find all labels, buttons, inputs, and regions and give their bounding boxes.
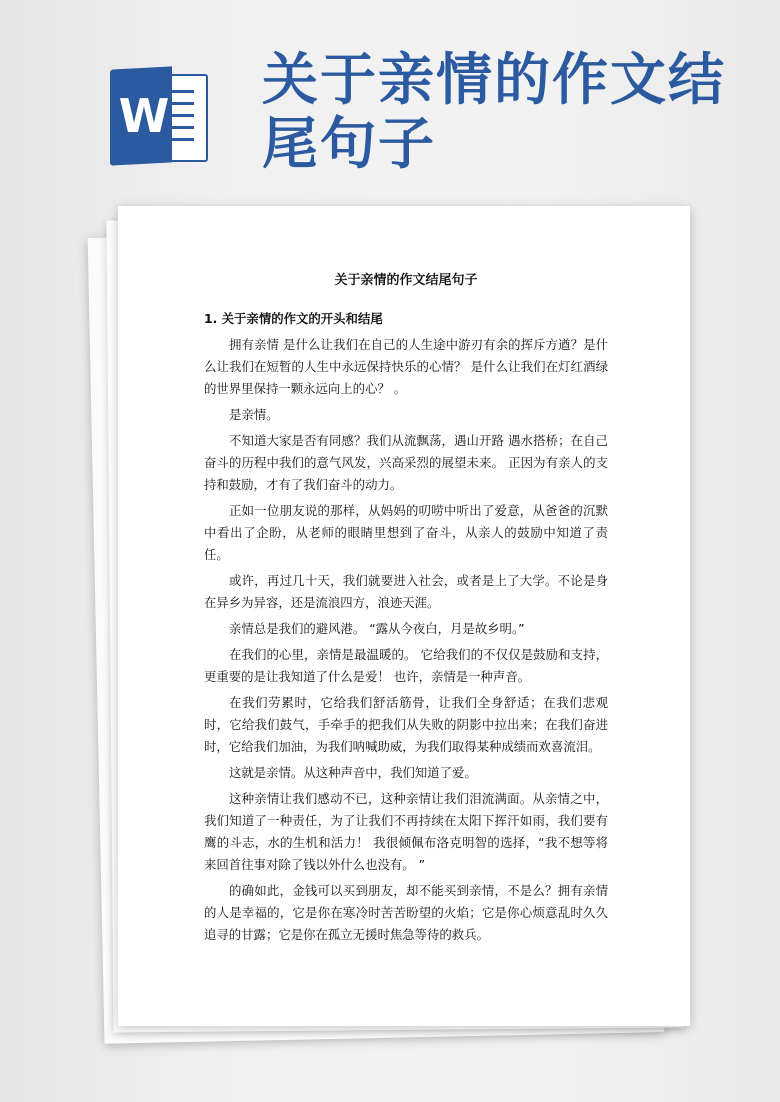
paragraph: 拥有亲情 是什么让我们在自己的人生途中游刃有余的挥斥方遒？是什么让我们在短暂的人生中永远保持快乐的心情？ 是什么让我们在灯红酒绿的世界里保持一颗永远向上的心？ 。 [204,337,608,396]
paragraph: 亲情总是我们的避风港。 “露从今夜白，月是故乡明。” [229,621,525,636]
paragraph: 这就是亲情。从这种声音中，我们知道了爱。 [229,765,477,780]
paragraph: 不知道大家是否有同感？我们从流飘荡，遇山开路 遇水搭桥；在自己奋斗的历程中我们的意气风发，兴高采烈的展望未来。 正因为有亲人的支持和鼓励，才有了我们奋斗的动力。 [204,433,608,492]
page-title [262,48,762,176]
word-document-icon [108,68,208,164]
document-title: 关于亲情的作文结尾句子 [334,273,478,288]
section-heading: 1. 关于亲情的作文的开头和结尾 [204,311,383,326]
document-page [118,206,690,1026]
paragraph: 在我们的心里，亲情是最温暖的。 它给我们的不仅仅是鼓励和支持，更重要的是让我知道了什么是爱！ 也许，亲情是一种声音。 [204,647,608,684]
paragraph: 这种亲情让我们感动不已，这种亲情让我们泪流满面。从亲情之中，我们知道了一种责任，为了让我们不再持续在太阳下挥汗如雨，我们要有鹰的斗志，水的生机和活力！ 我很倾佩布洛克明智的选择，“我不想等将来回首往事对除了钱以外什么也没有。 ” [204,791,608,872]
title-line-1: 关于亲情的作文结 [262,47,726,113]
paragraph: 在我们劳累时，它给我们舒活筋骨，让我们全身舒适；在我们悲观时，它给我们鼓气，手牵手的把我们从失败的阴影中拉出来；在我们奋进时，它给我们加油，为我们呐喊助威，为我们取得某种成绩而欢喜流泪。 [204,695,608,754]
title-line-2: 尾句子 [262,111,436,177]
word-letter: W [118,89,170,143]
paragraph: 是亲情。 [229,407,279,422]
paragraph: 或许，再过几十天，我们就要进入社会，或者是上了大学。不论是身在异乡为异容，还是流浪四方，浪迹天涯。 [204,573,608,610]
document-content [204,270,608,950]
paragraph: 的确如此，金钱可以买到朋友，却不能买到亲情，不是么？拥有亲情的人是幸福的，它是你在寒冷时苦苦盼望的火焰；它是你心烦意乱时久久追寻的甘露；它是你在孤立无援时焦急等待的救兵。 [204,883,608,942]
paragraph: 正如一位朋友说的那样，从妈妈的叨唠中听出了爱意，从爸爸的沉默中看出了企盼，从老师的眼睛里想到了奋斗，从亲人的鼓励中知道了责任。 [204,503,608,562]
